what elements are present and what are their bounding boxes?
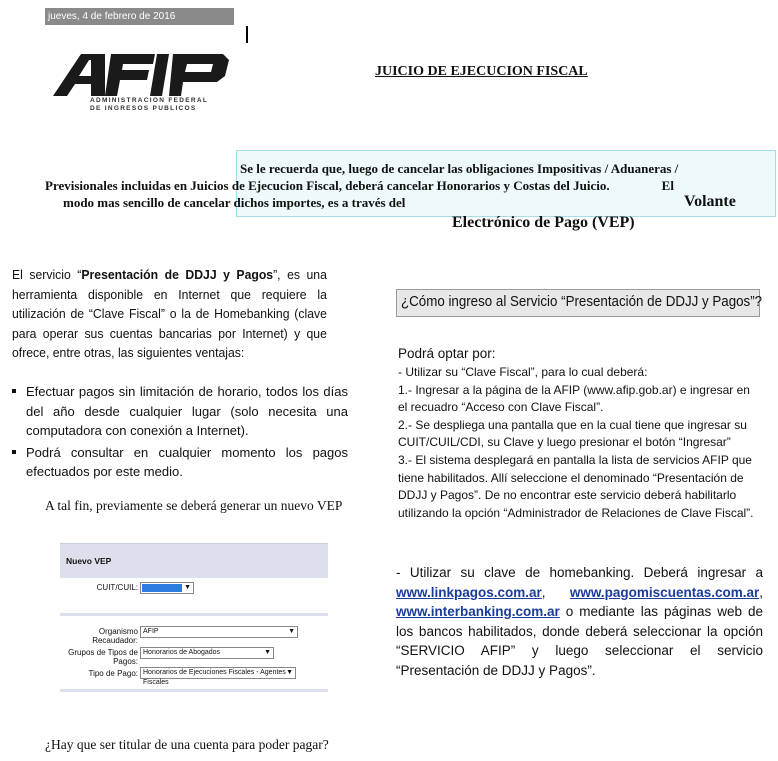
cuit-selected-highlight xyxy=(142,584,182,592)
notice-volante: Volante xyxy=(684,193,736,210)
notice-line-1: Se le recuerda que, luego de cancelar las obligaciones Impositivas / Aduaneras / xyxy=(240,161,679,176)
tipo-label: Tipo de Pago: xyxy=(88,669,138,678)
step-1: 1.- Ingresar a la página de la AFIP (www.afip.gob.ar) e ingresar en el recuadro “Acceso con Clave Fiscal”. xyxy=(398,382,750,415)
separator: , xyxy=(759,584,763,600)
grupos-value: Honorarios de Abogados xyxy=(143,649,221,656)
vep-form-header xyxy=(60,543,328,578)
notice-line-2 xyxy=(35,177,770,194)
organismo-label: Organismo Recaudador: xyxy=(92,627,138,645)
advantages-list xyxy=(12,382,348,484)
tipo-select[interactable] xyxy=(140,667,296,686)
text-cursor xyxy=(246,26,248,43)
notice-line-3: modo mas sencillo de cancelar dichos importes, es a través del xyxy=(63,195,406,210)
logo-subtitle xyxy=(90,97,230,113)
logo-date: jueves, 4 de febrero de 2016 xyxy=(45,8,234,25)
notice-line-2-text: Previsionales incluidas en Juicios de Ejecucion Fiscal, deberá cancelar Honorarios y Costas del Juicio. xyxy=(45,178,610,193)
grupos-select[interactable] xyxy=(140,647,274,659)
vep-form xyxy=(60,543,328,693)
notice-vep: Electrónico de Pago (VEP) xyxy=(452,214,635,231)
organismo-value: AFIP xyxy=(143,628,159,635)
grupos-label: Grupos de Tipos de Pagos: xyxy=(68,648,138,666)
cuit-select[interactable] xyxy=(140,582,194,594)
intro-pre: El servicio “ xyxy=(12,267,82,282)
logo-subtitle-line2: DE INGRESOS PUBLICOS xyxy=(90,105,197,112)
notice-box-overlap xyxy=(0,223,358,249)
homebanking-paragraph xyxy=(396,563,763,680)
separator: , xyxy=(541,584,546,600)
step-2: 2.- Se despliega una pantalla que en la cual tiene que ingresar su CUIT/CUIL/CDI, su Clave y luego presionar el botón “Ingresar” xyxy=(398,417,747,450)
afip-wordmark-icon xyxy=(53,54,229,96)
clave-intro: - Utilizar su “Clave Fiscal”, para lo cual deberá: xyxy=(398,365,648,379)
generar-vep-text: A tal fin, previamente se deberá generar un nuevo VEP xyxy=(45,498,343,513)
intro-post: ”, es una herramienta disponible en Internet que requiere la utilización de “Clave Fiscal” o la de Homebanking (clave para operar sus cuentas bancarias por Internet) y que ofrece, entre otras, las siguientes ventajas: xyxy=(12,267,327,360)
advantage-item: Podrá consultar en cualquier momento los pagos efectuados por este medio. xyxy=(12,443,348,482)
step-3: 3.- El sistema desplegará en pantalla la lista de servicios AFIP que tiene habilitados. Allí seleccione el denominado “Presentación de DDJJ y Pagos”. De no encontrar este servicio deberá habilitarlo utilizando la opción “Administrador de Relaciones de Clave Fiscal”. xyxy=(398,452,754,520)
homebanking-rest: o mediante las páginas web de los bancos habilitados, donde deberá seleccionar la opción “SERVICIO AFIP” y luego seleccionar el servicio “Presentación de DDJJ y Pagos”. xyxy=(396,604,763,678)
tipo-value: Honorarios de Ejecuciones Fiscales - Agentes Fiscales xyxy=(143,669,286,686)
notice-text xyxy=(35,160,770,211)
how-instructions xyxy=(398,345,762,522)
form-divider xyxy=(60,613,328,616)
intro-service-name: Presentación de DDJJ y Pagos xyxy=(81,267,274,282)
linkpagos-link[interactable]: www.linkpagos.com.ar xyxy=(396,584,542,600)
vep-form-title: Nuevo VEP xyxy=(66,556,112,566)
chevron-down-icon: ▼ xyxy=(288,628,295,635)
pagomiscuentas-link[interactable]: www.pagomiscuentas.com.ar xyxy=(569,584,760,600)
organismo-select[interactable] xyxy=(140,626,298,638)
homebanking-pre: - Utilizar su clave de homebanking. Deberá ingresar a xyxy=(396,565,763,580)
interbanking-link[interactable]: www.interbanking.com.ar xyxy=(396,604,560,619)
optar-label: Podrá optar por: xyxy=(398,346,496,361)
intro-paragraph xyxy=(12,265,327,363)
chevron-down-icon: ▼ xyxy=(286,669,293,676)
logo-subtitle-line1: ADMINISTRACION FEDERAL xyxy=(90,97,209,104)
how-title: ¿Cómo ingreso al Servicio “Presentación de DDJJ y Pagos”? xyxy=(401,294,763,310)
advantage-item: Efectuar pagos sin limitación de horario, todos los días del año desde cualquier lugar (solo necesita una computadora con conexión a Internet). xyxy=(12,382,348,441)
cuit-label: CUIT/CUIL: xyxy=(96,583,138,592)
chevron-down-icon: ▼ xyxy=(264,649,271,656)
chevron-down-icon: ▼ xyxy=(184,584,191,591)
afip-logo xyxy=(45,8,234,131)
page-title: JUICIO DE EJECUCION FISCAL xyxy=(375,64,588,79)
notice-line-2-end: El xyxy=(661,178,674,193)
form-divider xyxy=(60,689,328,692)
titular-question: ¿Hay que ser titular de una cuenta para poder pagar? xyxy=(45,737,329,752)
